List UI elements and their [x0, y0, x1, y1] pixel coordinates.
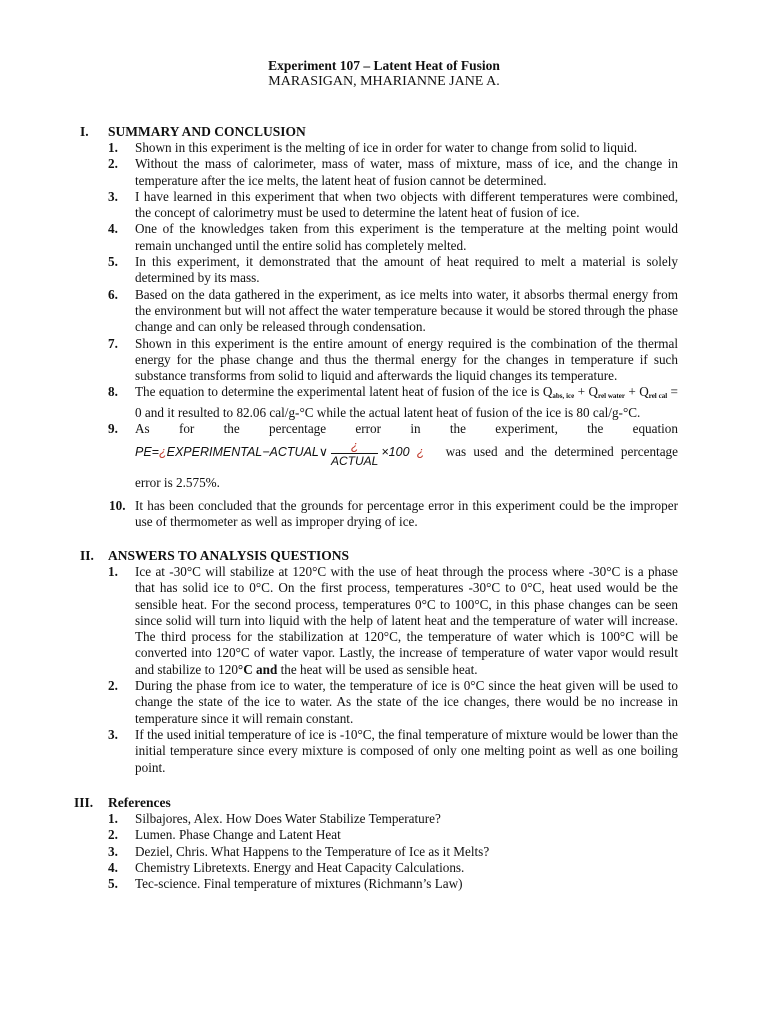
reference-item: 5. Tec-science. Final temperature of mixtures (Richmann’s Law): [108, 876, 463, 892]
list-item: 8. The equation to determine the experimental latent heat of fusion of the ice is $Q_{abs, ice} + Q_{rel water} + Q_{rel cal} = 0$ and it resulted to 82.06 cal/g-°C while the actual latent heat of fusion of the ice is 80 cal/g-°C.: [108, 384, 678, 420]
section-title: References: [108, 795, 171, 810]
equation-lhs: PE=: [135, 445, 159, 460]
list-item: 1. Ice at -30°C will stabilize at 120°C with the use of heat through the process where -30°C is a phase that has solid ice to 0°C. On the first process, temperatures -30°C to 0°C, heat used would be the sensible heat. For the second process, temperatures 0°C to 100°C, in this phase changes can be seen since solid will turn into liquid with the help of latent heat and the temperature of water will increase. The third process for the stabilization at 120°C, the temperature of water which is 100°C will be converted into 120°C of water vapor. Lastly, the increase of temperature of water vapor would result and stabilize to 120°C and the heat will be used as sensible heat.: [108, 564, 678, 677]
list-item: 6. Based on the data gathered in the experiment, as ice melts into water, it absorbs thermal energy from the environment but will not affect the water temperature because it would be stored through the phase change and can only be released through condensation.: [108, 286, 678, 335]
list-item: 5. In this experiment, it demonstrated that the amount of heat required to melt a material is solely determined by its mass.: [108, 254, 678, 286]
section-heading: [0, 794, 768, 811]
list-item: 1. Shown in this experiment is the melting of ice in order for water to change from solid to liquid.: [108, 140, 638, 155]
list-item: 2. During the phase from ice to water, the temperature of ice is 0°C since the heat given will be used to change the state of the ice to water. As the state of the ice changes, there would be no increase in temperature since it will remain constant.: [108, 678, 678, 726]
list-item: 7. Shown in this experiment is the entire amount of energy required is the combination of the thermal energy for the phase change and thus the thermal energy for the changes in temperature if such substance transforms from solid to liquid and afterwards the liquid changes its temperature.: [108, 335, 678, 384]
reference-item: 1. Silbajores, Alex. How Does Water Stabilize Temperature?: [108, 811, 441, 826]
section-summary: [0, 123, 768, 530]
references-list: [0, 811, 768, 892]
list-item: 10. It has been concluded that the grounds for percentage error in this experiment could be the improper use of thermometer as well as improper drying of ice.: [109, 497, 678, 530]
list-item-equation: 9. As for the percentage error in the experiment, the equation PE=¿EXPERIMENTAL−ACTUAL∨ $\frac{¿}{\text{ACTUAL}}$ ×100 ¿ was used and the determined percentage error is 2.575%.: [108, 421, 679, 490]
reference-item: 2. Lumen. Phase Change and Latent Heat: [108, 827, 341, 843]
list-item: 4. One of the knowledges taken from this experiment is the temperature at the melting point would remain unchanged until the entire solid has completely melted.: [108, 221, 678, 253]
section-heading: [0, 123, 768, 140]
section-title: SUMMARY AND CONCLUSION: [108, 124, 306, 139]
section-title: ANSWERS TO ANALYSIS QUESTIONS: [108, 548, 349, 563]
equation-fraction: $\frac{¿}{\text{ACTUAL}}$: [331, 438, 379, 468]
list-item: 3. If the used initial temperature of ice is -10°C, the final temperature of mixture would be lower than the initial temperature since every mixture is composed of only one melting point as well as one boiling point.: [108, 726, 678, 775]
analysis-list: [0, 564, 768, 776]
section-numeral: III.: [74, 795, 94, 810]
summary-list: [0, 140, 768, 530]
author-name: MARASIGAN, MHARIANNE JANE A.: [268, 74, 500, 89]
section-analysis: [0, 547, 768, 776]
document-title: Experiment 107 – Latent Heat of Fusion: [268, 58, 500, 73]
reference-item: 3. Deziel, Chris. What Happens to the Temperature of Ice as it Melts?: [108, 843, 490, 859]
reference-item: 4. Chemistry Libretexts. Energy and Heat Capacity Calculations.: [108, 859, 465, 875]
section-heading: [0, 547, 768, 564]
section-references: [0, 794, 768, 892]
list-item: 2. Without the mass of calorimeter, mass of water, mass of mixture, mass of ice, and the change in temperature after the ice melts, the latent heat of fusion cannot be determined.: [108, 156, 678, 188]
list-item: 3. I have learned in this experiment that when two objects with different temperatures were combined, the concept of calorimetry must be used to determine the latent heat of fusion of ice.: [108, 188, 678, 221]
section-numeral: II.: [80, 548, 94, 563]
section-numeral: I.: [80, 124, 89, 139]
